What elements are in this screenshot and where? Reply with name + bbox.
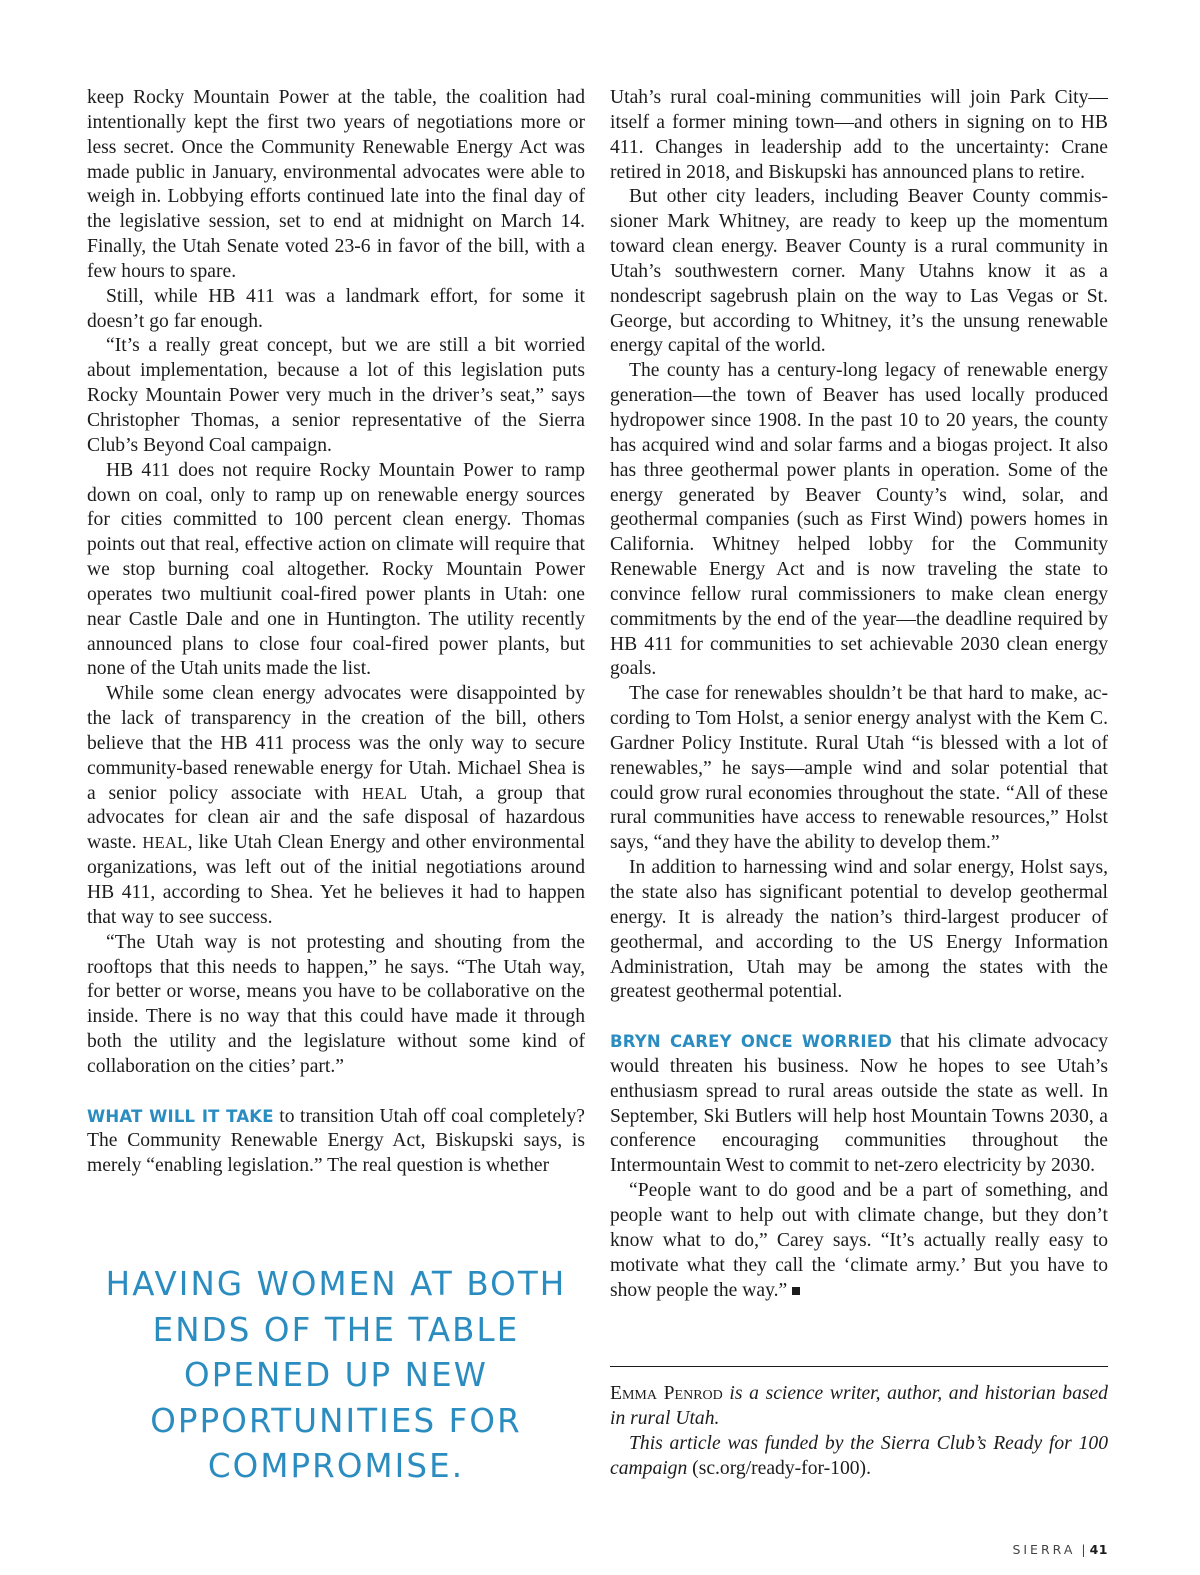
body-paragraph: The case for renewables shouldn’t be that hard to make, according to Tom Holst, a senior energy analyst with the Kem C. Gardner Policy Institute. Rural Utah “is blessed with a lot of renewables,” he says—ample wind and solar potential that could grow rural economies throughout the state. “All of these rural communities have access to renewable resources,” Holst says, “and they have the ability to develop them.” — [610, 683, 1108, 854]
body-paragraph — [610, 1179, 1108, 1303]
bio-paragraph — [610, 1381, 1108, 1431]
section-lead-in: WHAT WILL IT TAKE — [87, 1106, 274, 1126]
footer-separator: | — [1081, 1542, 1086, 1557]
acronym-heal: HEAL — [361, 783, 408, 803]
author-bio — [610, 1381, 1108, 1481]
text-run: that his climate advocacy would threaten his business. Now he hopes to see Utah’s enthusiasm spread to rural areas outside the state as well. In September, Ski Butlers will help host Mountain Towns 2030, a conference encouraging communities throughout the Intermountain West to commit to net-zero electricity by 2030. — [610, 1031, 1109, 1177]
body-paragraph: keep Rocky Mountain Power at the table, the coalition had intentionally kept the first two years of negotiations more or less secret. Once the Community Renewable Energy Act was made public in January, environmental advocates were able to weigh in. Lobbying efforts continued late into the final day of the legislative session, set to end at midnight on March 14. Finally, the Utah Senate voted 23-6 in favor of the bill, with a few hours to spare. — [87, 87, 585, 282]
body-paragraph: Still, while HB 411 was a landmark effort, for some it doesn’t go far enough. — [87, 285, 585, 332]
body-paragraph: “The Utah way is not protesting and shouting from the rooftops that this needs to happen,” he says. “The Utah way, for better or worse, means you have to be collaborative on the inside. There is no way that this could have made it through both the utility and the legislature without some kind of collaboration on the cities’ part.” — [87, 931, 585, 1077]
pull-quote: HAVING WOMEN AT BOTH ENDS OF THE TABLE OPENED UP NEW OPPORTUNITIES FOR COMPROMISE. — [105, 1265, 567, 1486]
text-run: While some clean energy advocates were disappointed by the lack of transparency in the creation of the bill, others believe that the HB 411 process was the only way to secure community-based renewable energy for Utah. Michael Shea is a senior policy associate with — [87, 683, 585, 804]
body-paragraph: In addition to harnessing wind and solar energy, Holst says, the state also has significant potential to develop geothermal energy. It is already the nation’s third-largest producer of geothermal, and according to the US Energy Information Administration, Utah may be among the states with the greatest geothermal potential. — [610, 857, 1108, 1003]
body-paragraph: HB 411 does not require Rocky Mountain Power to ramp down on coal, only to ramp up on renewable energy sources for cities committed to 100 percent clean energy. Thomas points out that real, effective action on climate will require that we stop burning coal altogether. Rocky Mountain Power operates two multiunit coal-fired power plants in Utah: one near Castle Dale and one in Huntington. The utility recently announced plans to close four coal-fired power plants, but none of the Utah units made the list. — [87, 459, 585, 680]
section-paragraph — [610, 1030, 1108, 1179]
acronym-heal: HEAL — [142, 833, 188, 853]
funding-link[interactable]: (sc.org/ready-for-100). — [687, 1458, 871, 1479]
left-column — [87, 86, 585, 1179]
body-paragraph: “It’s a really great concept, but we are still a bit worried about implementation, because a lot of this legislation puts Rocky Mountain Power very much in the driver’s seat,” says Christopher Thomas, a senior representative of the Sierra Club’s Beyond Coal campaign. — [87, 335, 585, 456]
text-run: Utah, a group that advocates for clean air and the safe disposal of hazardous waste. — [87, 782, 585, 854]
body-paragraph: The county has a century-long legacy of renewable energy generation—the town of Beaver has used locally produced hydropower since 1908. In the past 10 to 20 years, the county has acquired wind and solar farms and a biogas project. It also has three geothermal power plants in operation. Some of the energy generated by Beaver County’s wind, solar, and geothermal companies (such as First Wind) powers homes in California. Whitney helped lobby for the Community Renewable Energy Act and is now traveling the state to convince fellow rural commissioners to make clean energy commitments by the end of the year—the deadline required by HB 411 for communities to set achievable 2030 clean energy goals. — [610, 360, 1108, 680]
page-footer — [1012, 1542, 1108, 1557]
section-lead-in: BRYN CAREY ONCE WORRIED — [610, 1032, 893, 1052]
body-paragraph: Utah’s rural coal-mining communities will join Park City—itself a former mining town—and others in signing on to HB 411. Changes in leadership add to the uncertainty: Crane retired in 2018, and Biskupski has announced plans to retire. — [610, 87, 1108, 183]
body-paragraph — [87, 682, 585, 930]
funding-note — [610, 1431, 1108, 1481]
section-paragraph — [87, 1105, 585, 1180]
text-run: , like Utah Clean Energy and other environmental organizations, was left out of the initial negotiations around HB 411, according to Shea. Yet he believes it had to happen that way to see success. — [87, 832, 585, 928]
author-name: Emma Penrod — [610, 1383, 723, 1404]
bio-divider — [610, 1366, 1108, 1367]
right-column — [610, 86, 1108, 1303]
author-description: is a science writer, author, and historian based in rural Utah. — [610, 1383, 1108, 1429]
funding-text: This article was funded by the Sierra Club’s Ready for 100 campaign — [610, 1433, 1108, 1479]
magazine-name: SIERRA — [1012, 1542, 1076, 1557]
page-number: 41 — [1089, 1542, 1108, 1557]
text-run: to transition Utah off coal completely? The Community Renewable Energy Act, Biskupski says, is merely “enabling legislation.” The real question is whether — [87, 1105, 585, 1177]
body-paragraph: But other city leaders, including Beaver County commissioner Mark Whitney, are ready to keep up the momentum toward clean energy. Beaver County is a rural community in Utah’s southwestern corner. Many Utahns know it as a nondescript sagebrush plain on the way to Las Vegas or St. George, but according to Whitney, it’s the unsung renewable energy capital of the world. — [610, 186, 1108, 357]
text-run: “People want to do good and be a part of something, and people want to help out with climate change, but they don’t know what to do,” Carey says. “It’s actually really easy to motivate what they call the ‘climate army.’ But you have to show people the way.” — [610, 1180, 1108, 1301]
end-mark-icon — [792, 1287, 800, 1295]
